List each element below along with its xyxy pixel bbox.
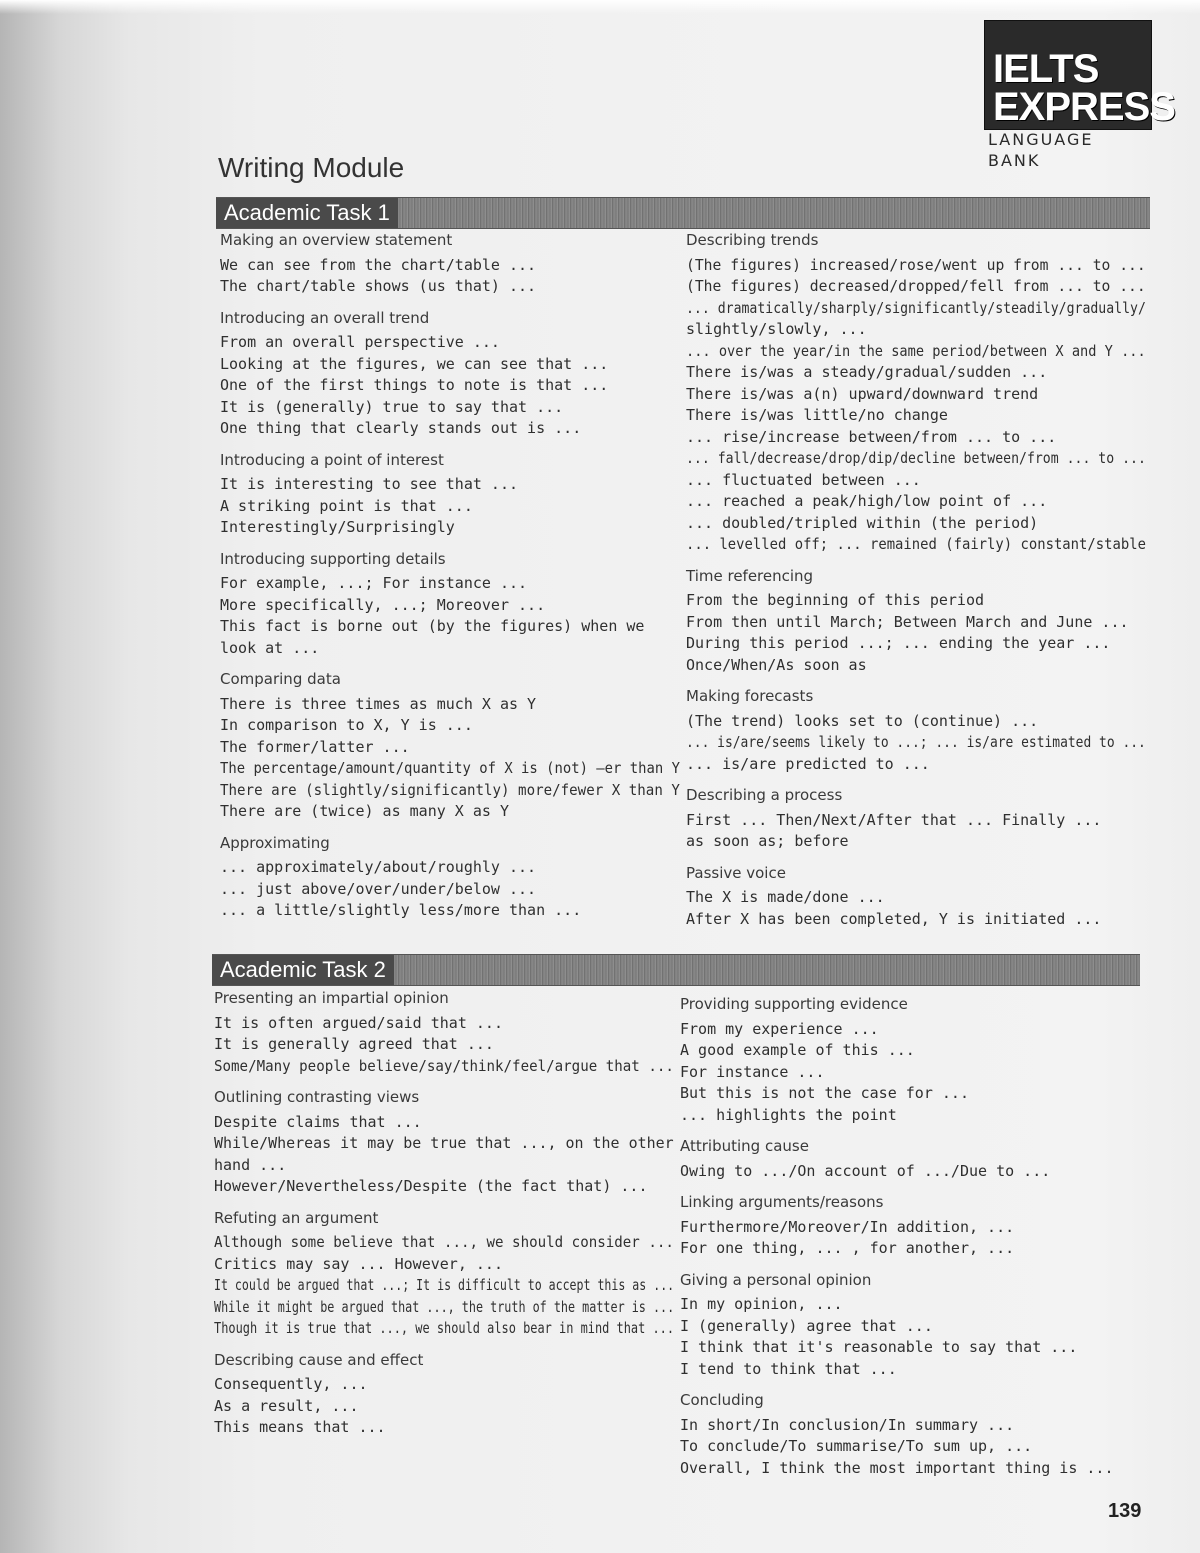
section-heading: Giving a personal opinion bbox=[680, 1270, 872, 1289]
logo-subtitle-2: BANK bbox=[988, 151, 1041, 170]
phrase-line: In my opinion, ... bbox=[680, 1295, 843, 1313]
phrase-line: (The figures) increased/rose/went up from ... to ... bbox=[686, 255, 1146, 274]
phrase-line: ... approximately/about/roughly ... bbox=[220, 858, 537, 876]
task1-title: Academic Task 1 bbox=[216, 198, 398, 228]
phrase-line: ... is/are/seems likely to ...; ... is/are estimated to ... bbox=[686, 733, 1146, 751]
phrase-line: ... is/are predicted to ... bbox=[686, 754, 930, 773]
phrase-line: It is often argued/said that ... bbox=[214, 1013, 503, 1032]
phrase-line: One of the first things to note is that ... bbox=[220, 376, 609, 394]
phrase-section bbox=[686, 863, 1146, 931]
phrase-line: ... a little/slightly less/more than ... bbox=[220, 901, 582, 919]
phrase-section bbox=[680, 1270, 1140, 1381]
phrase-line: It is (generally) true to say that ... bbox=[220, 397, 564, 416]
phrase-section bbox=[214, 1087, 674, 1198]
phrase-line: While/Whereas it may be true that ..., on the other bbox=[214, 1134, 674, 1152]
section-heading: Providing supporting evidence bbox=[680, 995, 908, 1013]
phrase-section bbox=[680, 1390, 1140, 1479]
logo-subtitle-1: LANGUAGE bbox=[988, 130, 1094, 149]
phrase-section bbox=[686, 686, 1146, 775]
phrase-line: Owing to .../On account of .../Due to ... bbox=[680, 1161, 1051, 1180]
phrase-line: The chart/table shows (us that) ... bbox=[220, 277, 537, 295]
phrase-line: Consequently, ... bbox=[214, 1375, 368, 1393]
phrase-line: Some/Many people believe/say/think/feel/argue that ... bbox=[214, 1056, 674, 1075]
phrase-line: From the beginning of this period bbox=[686, 591, 985, 609]
phrase-line: hand ... bbox=[214, 1155, 287, 1174]
module-title: Writing Module bbox=[218, 152, 405, 183]
phrase-line: There is/was a steady/gradual/sudden ... bbox=[686, 363, 1048, 381]
phrase-line: For instance ... bbox=[680, 1062, 825, 1081]
phrase-line: For example, ...; For instance ... bbox=[220, 574, 528, 592]
scan-edge bbox=[0, 0, 1200, 14]
phrase-line: Though it is true that ..., we should also bear in mind that ... bbox=[214, 1319, 675, 1337]
phrase-line: It is generally agreed that ... bbox=[214, 1035, 494, 1053]
phrase-line: In short/In conclusion/In summary ... bbox=[680, 1415, 1015, 1434]
phrase-line: First ... Then/Next/After that ... Finally ... bbox=[686, 810, 1102, 829]
phrase-line: I (generally) agree that ... bbox=[680, 1316, 933, 1335]
section-heading: Linking arguments/reasons bbox=[680, 1193, 884, 1211]
phrase-line: Looking at the figures, we can see that ... bbox=[220, 354, 609, 373]
task2-title: Academic Task 2 bbox=[212, 955, 394, 985]
section-heading: Outlining contrasting views bbox=[214, 1088, 420, 1106]
phrase-line: ... doubled/tripled within (the period) bbox=[686, 513, 1039, 532]
task2-left-column bbox=[214, 988, 674, 1449]
section-heading: Presenting an impartial opinion bbox=[214, 989, 449, 1007]
phrase-line: Although some believe that ..., we should consider ... bbox=[214, 1233, 674, 1251]
phrase-line: ... rise/increase between/from ... to ... bbox=[686, 427, 1057, 446]
task2-header-band bbox=[212, 954, 1140, 986]
phrase-line: as soon as; before bbox=[686, 832, 849, 850]
phrase-line: There is/was a(n) upward/downward trend bbox=[686, 384, 1039, 403]
section-heading: Comparing data bbox=[220, 670, 341, 688]
phrase-line: A good example of this ... bbox=[680, 1041, 915, 1059]
phrase-section bbox=[680, 1136, 1140, 1182]
logo-line-2: EXPRESS bbox=[993, 85, 1175, 129]
phrase-line: One thing that clearly stands out is ... bbox=[220, 419, 582, 437]
phrase-line: During this period ...; ... ending the year ... bbox=[686, 634, 1111, 652]
phrase-line: From then until March; Between March and June ... bbox=[686, 612, 1129, 631]
phrase-line: ... reached a peak/high/low point of ... bbox=[686, 492, 1048, 510]
phrase-line: I think that it's reasonable to say that ... bbox=[680, 1338, 1078, 1356]
section-heading: Passive voice bbox=[686, 863, 786, 882]
phrase-line: While it might be argued that ..., the truth of the matter is ... bbox=[214, 1297, 675, 1316]
phrase-section bbox=[680, 994, 1140, 1126]
phrase-line: From my experience ... bbox=[680, 1019, 879, 1038]
phrase-line: ... fluctuated between ... bbox=[686, 470, 921, 489]
phrase-line: This means that ... bbox=[214, 1418, 386, 1436]
phrase-line: More specifically, ...; Moreover ... bbox=[220, 595, 546, 614]
phrase-line: The percentage/amount/quantity of X is (not) –er than Y bbox=[220, 759, 680, 777]
phrase-line: The former/latter ... bbox=[220, 737, 410, 756]
phrase-section bbox=[686, 230, 1146, 556]
phrase-line: ... dramatically/sharply/significantly/steadily/gradually/ bbox=[686, 298, 1146, 317]
phrase-section bbox=[214, 1208, 674, 1340]
phrase-line: Despite claims that ... bbox=[214, 1112, 422, 1131]
phrase-line: This fact is borne out (by the figures) when we bbox=[220, 617, 645, 635]
phrase-line: For one thing, ... , for another, ... bbox=[680, 1239, 1015, 1257]
phrase-line: slightly/slowly, ... bbox=[686, 320, 867, 338]
phrase-line: ... over the year/in the same period/between X and Y ... bbox=[686, 341, 1146, 360]
page-number: 139 bbox=[1108, 1500, 1142, 1522]
section-heading: Describing a process bbox=[686, 786, 843, 804]
section-heading: Time referencing bbox=[686, 566, 814, 585]
section-heading: Introducing a point of interest bbox=[220, 450, 444, 469]
task1-header-band bbox=[216, 197, 1150, 229]
phrase-section bbox=[220, 450, 680, 539]
section-heading: Concluding bbox=[680, 1391, 764, 1409]
phrase-line: There is three times as much X as Y bbox=[220, 694, 537, 713]
phrase-section bbox=[686, 785, 1146, 853]
phrase-line: Once/When/As soon as bbox=[686, 655, 867, 674]
section-heading: Describing cause and effect bbox=[214, 1350, 424, 1369]
section-heading: Introducing supporting details bbox=[220, 549, 446, 568]
phrase-line: The X is made/done ... bbox=[686, 888, 885, 906]
phrase-line: A striking point is that ... bbox=[220, 496, 473, 515]
phrase-line: It is interesting to see that ... bbox=[220, 475, 519, 493]
phrase-line: ... just above/over/under/below ... bbox=[220, 879, 537, 898]
phrase-line: However/Nevertheless/Despite (the fact that) ... bbox=[214, 1177, 648, 1195]
phrase-section bbox=[220, 549, 680, 660]
section-heading: Approximating bbox=[220, 833, 330, 852]
section-heading: Describing trends bbox=[686, 231, 819, 249]
phrase-line: There are (twice) as many X as Y bbox=[220, 802, 509, 820]
phrase-line: Critics may say ... However, ... bbox=[214, 1254, 503, 1273]
phrase-line: From an overall perspective ... bbox=[220, 333, 500, 351]
phrase-section bbox=[220, 669, 680, 823]
phrase-line: There are (slightly/significantly) more/fewer X than Y bbox=[220, 780, 680, 799]
section-heading: Making an overview statement bbox=[220, 231, 453, 249]
phrase-line: It could be argued that ...; It is difficult to accept this as ... bbox=[214, 1276, 675, 1294]
phrase-line: look at ... bbox=[220, 638, 320, 657]
phrase-section bbox=[220, 833, 680, 922]
task2-right-column bbox=[680, 994, 1140, 1489]
phrase-section bbox=[680, 1192, 1140, 1260]
phrase-line: We can see from the chart/table ... bbox=[220, 255, 537, 274]
phrase-line: But this is not the case for ... bbox=[680, 1084, 969, 1102]
phrase-line: There is/was little/no change bbox=[686, 406, 948, 424]
phrase-line: ... fall/decrease/drop/dip/decline between/from ... to ... bbox=[686, 449, 1146, 467]
phrase-line: Overall, I think the most important thing is ... bbox=[680, 1458, 1114, 1477]
phrase-section bbox=[686, 566, 1146, 677]
phrase-line: ... highlights the point bbox=[680, 1105, 897, 1124]
phrase-section bbox=[214, 988, 674, 1077]
phrase-line: I tend to think that ... bbox=[680, 1359, 897, 1378]
phrase-line: After X has been completed, Y is initiated ... bbox=[686, 909, 1102, 928]
phrase-section bbox=[220, 230, 680, 298]
task1-left-column bbox=[220, 230, 680, 932]
phrase-line: Furthermore/Moreover/In addition, ... bbox=[680, 1217, 1015, 1236]
section-heading: Making forecasts bbox=[686, 687, 814, 705]
phrase-section bbox=[214, 1350, 674, 1439]
section-heading: Refuting an argument bbox=[214, 1208, 379, 1227]
phrase-section bbox=[220, 308, 680, 440]
phrase-line: Interestingly/Surprisingly bbox=[220, 518, 455, 536]
ielts-express-logo bbox=[984, 20, 1175, 130]
section-heading: Attributing cause bbox=[680, 1137, 809, 1155]
phrase-line: ... levelled off; ... remained (fairly) constant/stable bbox=[686, 535, 1146, 553]
phrase-line: (The figures) decreased/dropped/fell from ... to ... bbox=[686, 277, 1146, 295]
phrase-line: In comparison to X, Y is ... bbox=[220, 716, 473, 734]
logo-line-1: IELTS bbox=[993, 47, 1099, 91]
section-heading: Introducing an overall trend bbox=[220, 308, 430, 327]
task1-right-column bbox=[686, 230, 1146, 940]
phrase-line: (The trend) looks set to (continue) ... bbox=[686, 711, 1039, 730]
phrase-line: As a result, ... bbox=[214, 1396, 359, 1415]
phrase-line: To conclude/To summarise/To sum up, ... bbox=[680, 1437, 1033, 1455]
